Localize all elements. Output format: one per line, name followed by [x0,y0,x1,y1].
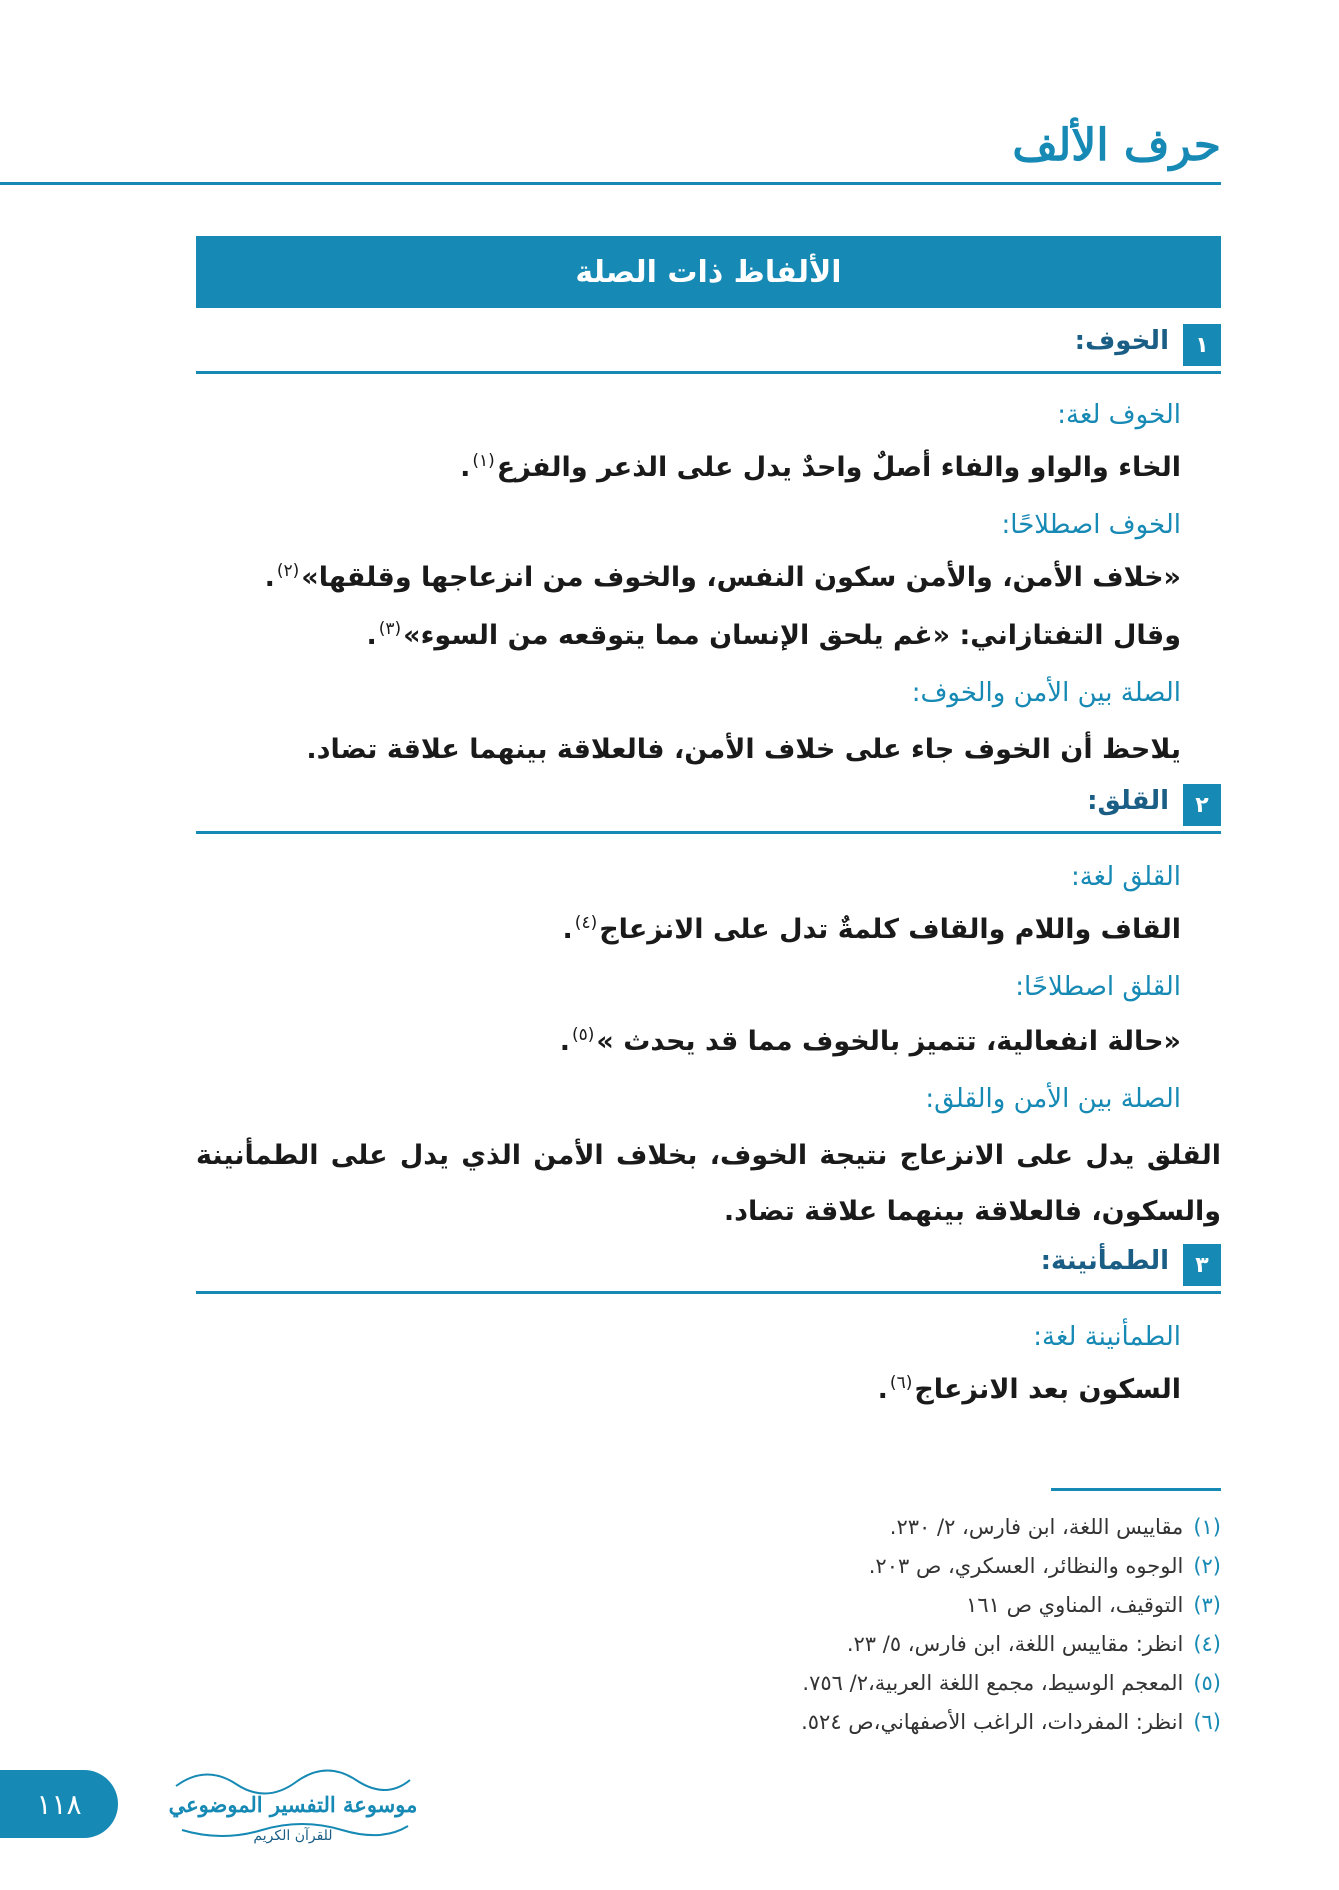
subheading-relation: الصلة بين الأمن والخوف: [911,678,1181,708]
subheading-lugha: الطمأنينة لغة: [1033,1322,1181,1352]
definition-body: «حالة انفعالية، تتميز بالخوف مما قد يحدث » [596,1026,1181,1057]
footnote-marker: (٢) [276,561,300,581]
logo-sub-text: للقرآن الكريم [253,1828,333,1844]
footnote-marker: (٤) [574,913,598,933]
footnote-text: التوقيف، المناوي ص ١٦١ [966,1593,1184,1617]
definition-text: «حالة انفعالية، تتميز بالخوف مما قد يحدث »$^{(٥)}$. [559,1025,1181,1057]
subheading-lugha: القلق لغة: [1070,862,1181,892]
footnote-item [321,1625,1221,1664]
relation-text: القلق يدل على الانزعاج نتيجة الخوف، بخلاف الأمن الذي يدل على الطمأنينة والسكون، فالعلاقة بينهما علاقة تضاد. [196,1140,1221,1227]
page-number: ١١٨ [36,1787,82,1821]
logo-main-text: موسوعة التفسير الموضوعي [168,1792,418,1817]
footnote-marker: (٦) [889,1373,913,1393]
footnote-item [321,1586,1221,1625]
footnote-rule [1051,1488,1221,1491]
footnote-number: (٤) [1193,1632,1221,1656]
section-banner [196,236,1221,308]
definition-text: السكون بعد الانزعاج$^{(٦)}$. [877,1373,1181,1405]
footnotes-list [321,1508,1221,1742]
definition-body: «خلاف الأمن، والأمن سكون النفس، والخوف من انزعاجها وقلقها» [301,562,1181,593]
definition-body: السكون بعد الانزعاج [914,1374,1181,1405]
definition-body: الخاء والواو والفاء أصلٌ واحدٌ يدل على الذعر والفزع [496,452,1181,483]
item-number: ١ [1183,324,1221,366]
subheading-lugha: الخوف لغة: [1057,400,1181,430]
quote-body: وقال التفتازاني: «غم يلحق الإنسان مما يتوقعه من السوء» [403,620,1181,651]
chapter-title: حرف الألف [1012,120,1221,171]
definition-text: القاف واللام والقاف كلمةٌ تدل على الانزعاج$^{(٤)}$. [562,913,1181,945]
footnote-item [321,1703,1221,1742]
footnote-marker: (١) [472,451,495,471]
item-heading-tumaanina [196,1244,1221,1294]
footnote-text: المعجم الوسيط، مجمع اللغة العربية،٢/ ٧٥٦. [802,1671,1184,1695]
item-heading-qalaq [196,784,1221,834]
footnote-item [321,1508,1221,1547]
subheading-istilah: القلق اصطلاحًا: [1015,972,1181,1002]
subheading-relation: الصلة بين الأمن والقلق: [925,1084,1181,1114]
relation-text: يلاحظ أن الخوف جاء على خلاف الأمن، فالعلاقة بينهما علاقة تضاد. [306,734,1181,765]
definition-body: القاف واللام والقاف كلمةٌ تدل على الانزعاج [599,914,1181,945]
footnote-text: مقاييس اللغة، ابن فارس، ٢/ ٢٣٠. [889,1515,1184,1539]
footnote-text: الوجوه والنظائر، العسكري، ص ٢٠٣. [868,1554,1184,1578]
item-number: ٢ [1183,784,1221,826]
footnote-marker: (٥) [571,1025,595,1045]
definition-text: الخاء والواو والفاء أصلٌ واحدٌ يدل على الذعر والفزع$^{(١)}$. [460,451,1181,483]
item-number: ٣ [1183,1244,1221,1286]
footnote-number: (٢) [1193,1554,1221,1578]
footnote-number: (١) [1193,1515,1221,1539]
footnote-number: (٥) [1193,1671,1221,1695]
footnote-item [321,1547,1221,1586]
footnote-text: انظر: مقاييس اللغة، ابن فارس، ٥/ ٢٣. [846,1632,1184,1656]
subheading-istilah: الخوف اصطلاحًا: [1001,510,1181,540]
footnote-text: انظر: المفردات، الراغب الأصفهاني،ص ٥٢٤. [801,1710,1184,1734]
footnote-marker: (٣) [378,619,402,639]
header-rule [0,182,1221,185]
definition-text: «خلاف الأمن، والأمن سكون النفس، والخوف من انزعاجها وقلقها»$^{(٢)}$. [264,561,1181,593]
item-heading-khawf [196,324,1221,374]
quote-text: وقال التفتازاني: «غم يلحق الإنسان مما يتوقعه من السوء»$^{(٣)}$. [366,619,1181,651]
section-title: الألفاظ ذات الصلة [575,254,842,290]
footnote-number: (٦) [1193,1710,1221,1734]
series-logo [168,1760,418,1850]
item-title: الطمأنينة: [1040,1246,1169,1276]
item-title: الخوف: [1074,326,1169,356]
footnote-item [321,1664,1221,1703]
footnote-number: (٣) [1193,1593,1221,1617]
page-number-badge [0,1770,118,1838]
item-title: القلق: [1087,786,1169,816]
